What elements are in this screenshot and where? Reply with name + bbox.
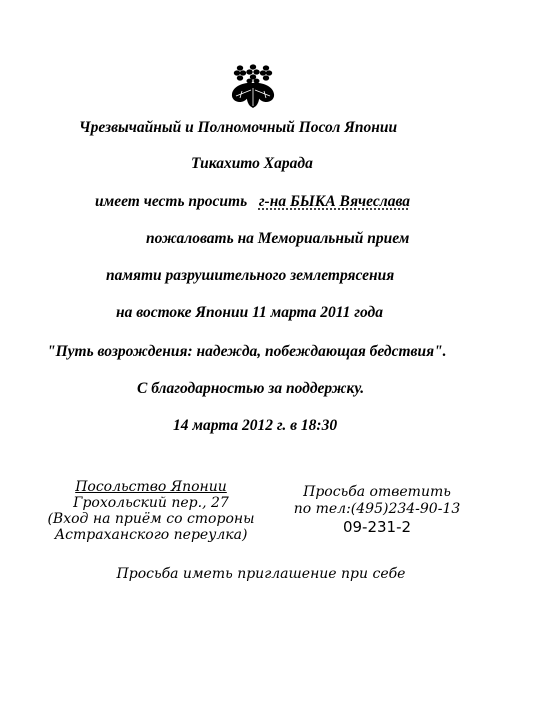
embassy-name: Посольство Японии [75,479,227,495]
embassy-address [38,479,264,543]
request-line [95,193,410,211]
bring-invitation-note: Просьба иметь приглашение при себе [116,566,406,582]
embassy-street: Грохольский пер., 27 [73,495,229,511]
event-line-3: на востоке Японии 11 марта 2011 года [116,304,383,321]
paulownia-crest-icon [230,64,276,108]
event-motto: "Путь возрождения: надежда, побеждающая бедствия". [47,343,447,360]
invitee-name: г-на БЫКА Вячеслава [258,193,411,210]
request-prefix: имеет честь просить [95,193,248,210]
rsvp-extension: 09-231-2 [342,518,412,536]
event-datetime: 14 марта 2012 г. в 18:30 [173,417,338,434]
rsvp-phone: по тел:(495)234-90-13 [293,501,461,517]
rsvp-label: Просьба ответить [303,484,451,500]
gratitude-line: С благодарностью за поддержку. [137,380,365,397]
entrance-note-2: Астраханского переулка) [54,527,248,543]
event-line-1: пожаловать на Мемориальный прием [146,230,410,247]
rsvp-block [282,484,472,536]
host-title: Чрезвычайный и Полномочный Посол Японии [79,119,398,136]
host-name: Тикахито Харада [191,155,313,172]
event-line-2: памяти разрушительного землетрясения [106,267,395,284]
entrance-note-1: (Вход на приём со стороны [47,511,255,527]
